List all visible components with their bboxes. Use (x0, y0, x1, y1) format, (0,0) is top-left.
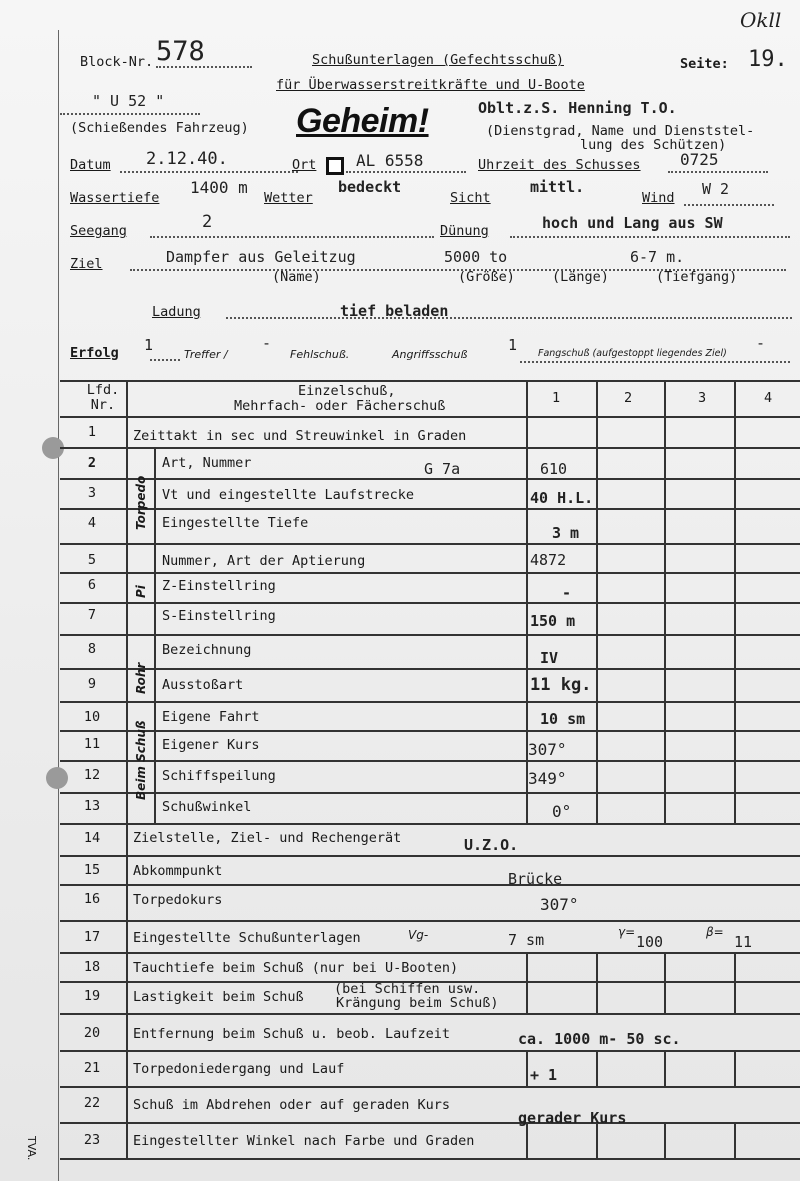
seegang-value: 2 (202, 212, 213, 232)
row-value-col1: 11 kg. (530, 675, 592, 695)
row-label: Lastigkeit beim Schuß (133, 989, 304, 1005)
row-label: Schiffspeilung (162, 768, 276, 784)
vessel-label: (Schießendes Fahrzeug) (70, 120, 249, 136)
page-label: Seite: (680, 56, 729, 72)
row-divider (60, 1086, 800, 1088)
duenung-dots (510, 236, 790, 238)
gamma-value: 100 (636, 933, 664, 951)
row-label: Torpedoniedergang und Lauf (133, 1061, 345, 1077)
datum-label: Datum (70, 157, 111, 173)
group-label-torpedo: Torpedo (134, 475, 148, 530)
row-divider (60, 760, 800, 762)
row-number: 19 (83, 988, 101, 1004)
row-value-col1: 349° (528, 769, 567, 788)
col-divider-2-row21 (596, 1050, 598, 1086)
datum-value: 2.12.40. (146, 149, 228, 169)
name-sublabel: (Name) (272, 269, 321, 285)
seegang-dots (150, 236, 434, 238)
block-label: Block-Nr. (80, 54, 154, 70)
row-number: 6 (87, 577, 97, 593)
row-divider (60, 508, 800, 510)
vessel-dots (60, 113, 200, 115)
row-divider (60, 572, 800, 574)
vessel-name: " U 52 " (92, 92, 165, 110)
group-label-rohr: Rohr (134, 662, 148, 694)
row-number: 5 (87, 552, 97, 568)
vg-label: Vg- (408, 928, 429, 942)
row-divider (60, 920, 800, 922)
angriffsschuss-value: 1 (508, 336, 518, 354)
tiefgang-sublabel: (Tiefgang) (656, 269, 738, 285)
erfolg-label: Erfolg (70, 345, 119, 361)
row-divider (60, 884, 800, 886)
row-divider (60, 823, 800, 825)
fehlschuss-value: - (262, 334, 272, 352)
row-divider (60, 701, 800, 703)
row-number: 3 (87, 485, 97, 501)
row-divider (60, 730, 800, 732)
row-number: 14 (83, 830, 101, 846)
margin-note: TVA. (25, 1136, 38, 1161)
col-divider-4-lower (734, 952, 736, 1013)
shooter-name: Oblt.z.S. Henning T.O. (478, 99, 677, 117)
col-divider-2-lower (596, 952, 598, 1013)
duenung-value: hoch und Lang aus SW (542, 214, 723, 232)
row-label: Eigene Fahrt (162, 709, 260, 725)
row-label: Abkommpunkt (133, 863, 223, 879)
row-label: Art, Nummer (162, 455, 252, 471)
row-value-col1: IV (540, 649, 559, 667)
row-value-col1: 307° (528, 740, 567, 759)
row-value-col1: 40 H.L. (530, 489, 594, 507)
row-number: 1 (87, 424, 97, 440)
row-divider (60, 543, 800, 545)
form-title: Schußunterlagen (Gefechtsschuß) (312, 52, 564, 68)
geheim-stamp: Geheim! (296, 102, 429, 140)
table-bottom-border (60, 1158, 800, 1160)
col-divider-4-row21 (734, 1050, 736, 1086)
seegang-label: Seegang (70, 223, 127, 239)
ort-square-icon (326, 157, 344, 175)
row-divider (60, 634, 800, 636)
block-number: 578 (156, 36, 205, 67)
wind-dots (684, 204, 774, 206)
row-number: 22 (83, 1095, 101, 1111)
sicht-label: Sicht (450, 190, 491, 206)
row-number: 21 (83, 1060, 101, 1076)
wetter-label: Wetter (264, 190, 313, 206)
col-header-lfd-nr: Lfd. Nr. (86, 382, 120, 413)
ladung-value: tief beladen (340, 302, 449, 320)
corner-initials: Okll (740, 8, 782, 32)
row-divider (60, 1122, 800, 1124)
row-divider (60, 602, 800, 604)
row-label-sub-2: Krängung beim Schuß) (336, 995, 499, 1011)
row-divider (60, 1013, 800, 1015)
row-value: ca. 1000 m- 50 sc. (518, 1030, 681, 1048)
wassertiefe-value: 1400 m (190, 178, 248, 197)
fehlschuss-label: Fehlschuß. (290, 348, 350, 361)
row-label: Vt und eingestellte Laufstrecke (162, 487, 414, 503)
erfolg-dots (520, 361, 790, 363)
row-label: Eingestellter Winkel nach Farbe und Graden (133, 1133, 475, 1149)
row-number: 17 (83, 929, 101, 945)
form-subtitle: für Überwasserstreitkräfte und U-Boote (276, 77, 585, 93)
row-divider (60, 855, 800, 857)
col-divider-group (154, 447, 156, 823)
row-number: 4 (87, 515, 97, 531)
row-value-col1: 150 m (530, 612, 576, 630)
wetter-value: bedeckt (338, 178, 402, 196)
col-header-4: 4 (764, 390, 773, 406)
duenung-label: Dünung (440, 223, 489, 239)
treffer-value: 1 (144, 336, 154, 354)
row-value-col1: 10 sm (540, 710, 586, 728)
row-label: Eigener Kurs (162, 737, 260, 753)
col-divider-3-row21 (664, 1050, 666, 1086)
col-divider-2 (596, 380, 598, 823)
wind-value: W 2 (702, 180, 730, 198)
row-number: 13 (83, 798, 101, 814)
row-label: Ausstoßart (162, 677, 244, 693)
shooter-label-1: (Dienstgrad, Name und Dienststel- (486, 123, 755, 139)
row-label: Torpedokurs (133, 892, 223, 908)
row-value: 307° (540, 895, 579, 914)
uhrzeit-value: 0725 (680, 150, 719, 169)
wind-label: Wind (642, 190, 675, 206)
fangschuss-value: - (756, 334, 766, 352)
page-number: 19. (748, 47, 788, 72)
row-value-col1: 610 (540, 460, 568, 478)
ziel-name-value: Dampfer aus Geleitzug (166, 248, 356, 266)
row-label: Eingestellte Schußunterlagen (133, 930, 361, 946)
col-divider-1-row23 (526, 1122, 528, 1158)
row-number: 16 (83, 891, 101, 907)
row-value: gerader Kurs (518, 1109, 627, 1127)
row-number: 9 (87, 676, 97, 692)
row-number: 20 (83, 1025, 101, 1041)
row-divider (60, 447, 800, 449)
row-number: 8 (87, 641, 97, 657)
groesse-sublabel: (Größe) (458, 269, 515, 285)
col-header-2: 2 (624, 390, 633, 406)
col-header-3: 3 (698, 390, 707, 406)
table-top-border (60, 380, 800, 382)
wassertiefe-label: Wassertiefe (70, 190, 160, 206)
vg-value: 7 sm (508, 931, 545, 949)
treffer-dots (150, 359, 180, 361)
col-divider-4 (734, 380, 736, 823)
ort-dots (346, 171, 466, 173)
row-number: 12 (83, 767, 101, 783)
uhrzeit-dots (668, 171, 768, 173)
group-label-pi: Pi (134, 585, 148, 598)
col-divider-1-lower (526, 952, 528, 1013)
col-header-1: 1 (552, 390, 561, 406)
ort-value: AL 6558 (356, 151, 424, 170)
laenge-sublabel: (Länge) (552, 269, 609, 285)
ort-label: Ort (292, 157, 317, 173)
row-number: 2 (87, 455, 97, 471)
row-number: 11 (83, 736, 101, 752)
row-divider (60, 478, 800, 480)
row-label: Zeittakt in sec und Streuwinkel in Graden (133, 428, 467, 444)
row-number: 15 (83, 862, 101, 878)
table-header-border (60, 416, 800, 418)
fangschuss-label: Fangschuß (aufgestoppt liegendes Ziel) (538, 348, 727, 359)
beta-value: 11 (734, 933, 753, 951)
angriffsschuss-label: Angriffsschuß (392, 348, 468, 361)
datum-dots (120, 171, 298, 173)
uhrzeit-label: Uhrzeit des Schusses (478, 157, 641, 173)
row-divider (60, 1050, 800, 1052)
row-number: 7 (87, 607, 97, 623)
row-value-col1: 4872 (530, 551, 567, 569)
sicht-value: mittl. (530, 178, 585, 196)
row-divider (60, 792, 800, 794)
ziel-tiefgang-value: 6-7 m. (630, 248, 685, 266)
row-value: Brücke (508, 870, 563, 888)
row-number: 18 (83, 959, 101, 975)
row-value: + 1 (530, 1066, 558, 1084)
shooter-label-2: lung des Schützen) (580, 137, 727, 153)
row-number: 23 (83, 1132, 101, 1148)
col-divider-4-row23 (734, 1122, 736, 1158)
col-header-desc-1: Einzelschuß, (298, 383, 396, 399)
col-divider-3-lower (664, 952, 666, 1013)
row-mid-value: G 7a (424, 460, 461, 478)
ladung-label: Ladung (152, 304, 201, 320)
left-margin-line (58, 30, 59, 1181)
treffer-label: Treffer / (184, 348, 228, 361)
col-divider-nr (126, 380, 128, 1158)
ziel-label: Ziel (70, 256, 103, 272)
beta-label: β= (706, 925, 724, 939)
row-label-sub-1: (bei Schiffen usw. (334, 981, 481, 997)
row-number: 10 (83, 709, 101, 725)
col-divider-2-row23 (596, 1122, 598, 1158)
row-mid-value: U.Z.O. (464, 836, 519, 854)
row-divider (60, 952, 800, 954)
row-label: Entfernung beim Schuß u. beob. Laufzeit (133, 1026, 450, 1042)
col-divider-3 (664, 380, 666, 823)
block-dots (156, 66, 252, 68)
row-label: Z-Einstellring (162, 578, 276, 594)
col-divider-1-row21 (526, 1050, 528, 1086)
row-value-col1: 3 m (552, 524, 580, 542)
row-label: Schuß im Abdrehen oder auf geraden Kurs (133, 1097, 450, 1113)
row-label: Tauchtiefe beim Schuß (nur bei U-Booten) (133, 960, 459, 976)
row-label: Eingestellte Tiefe (162, 515, 309, 531)
col-header-desc-2: Mehrfach- oder Fächerschuß (234, 398, 446, 414)
ladung-dots (226, 317, 792, 319)
row-label: Schußwinkel (162, 799, 252, 815)
row-label: Nummer, Art der Aptierung (162, 553, 366, 569)
col-divider-3-row23 (664, 1122, 666, 1158)
gamma-label: γ= (618, 925, 636, 939)
row-value-col1: - (562, 584, 572, 602)
row-label: Bezeichnung (162, 642, 252, 658)
row-divider (60, 668, 800, 670)
row-label: S-Einstellring (162, 608, 276, 624)
group-label-beim-schuss: Beim Schuß (134, 720, 148, 800)
ziel-groesse-value: 5000 to (444, 248, 508, 266)
row-label: Zielstelle, Ziel- und Rechengerät (133, 830, 402, 846)
row-value-col1: 0° (552, 802, 572, 821)
